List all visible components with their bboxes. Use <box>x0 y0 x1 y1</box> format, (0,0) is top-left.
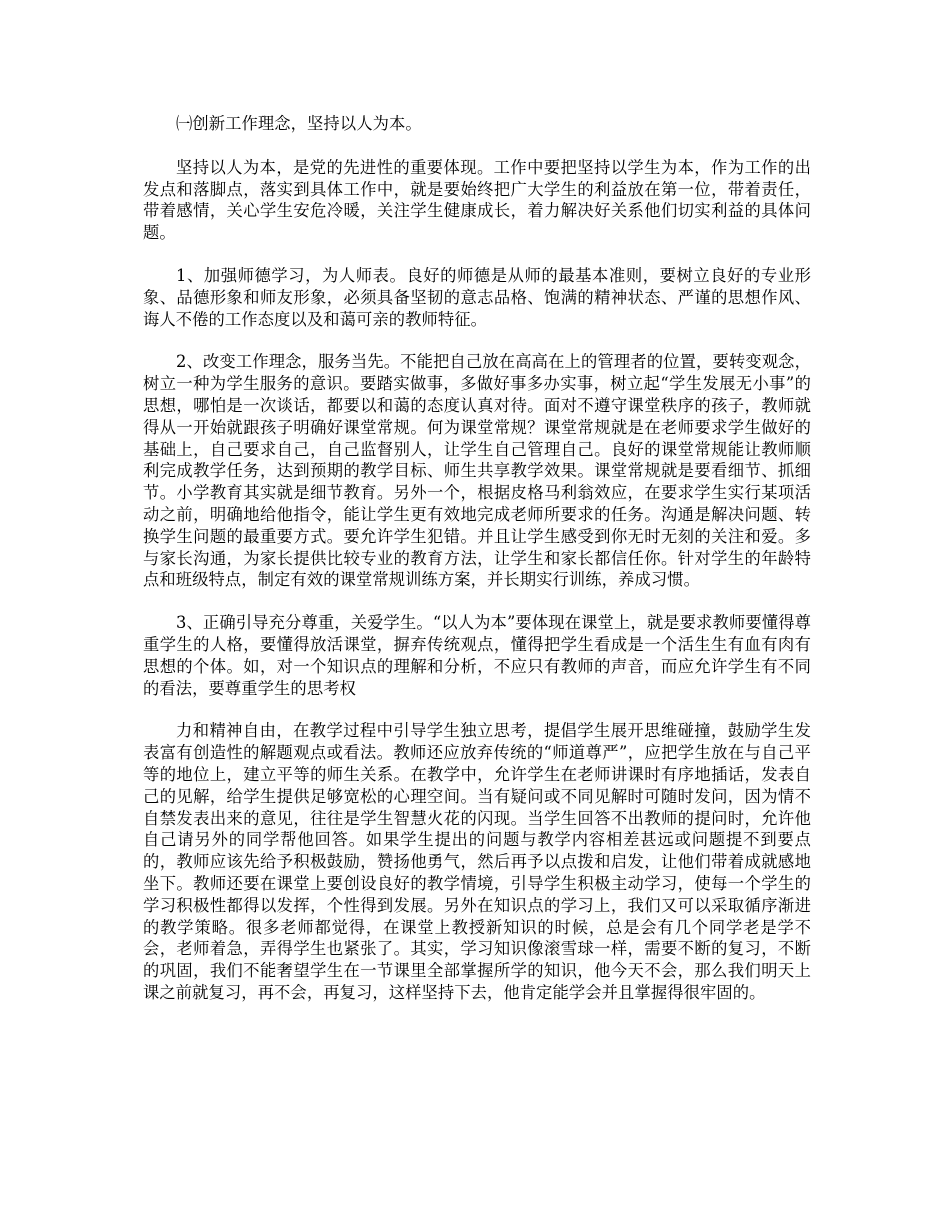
paragraph-point-3: 3、正确引导充分尊重，关爱学生。“以人为本”要体现在课堂上，就是要求教师要懂得尊重学生的人格，要懂得放活课堂，摒弃传统观点，懂得把学生看成是一个活生生有血有肉有思想的个体。如，对一个知识点的理解和分析，不应只有教师的声音，而应允许学生有不同的看法，要尊重学生的思考权 <box>143 613 811 698</box>
section-heading: ㈠创新工作理念，坚持以人为本。 <box>176 114 422 133</box>
document-body <box>143 113 811 1025</box>
paragraph-point-2: 2、改变工作理念，服务当先。不能把自己放在高高在上的管理者的位置，要转变观念，树立一种为学生服务的意识。要踏实做事，多做好事多办实事，树立起“学生发展无小事”的思想，哪怕是一次谈话，都要以和蔼的态度认真对待。面对不遵守课堂秩序的孩子，教师就得从一开始就跟孩子明确好课堂常规。何为课堂常规？课堂常规就是在老师要求学生做好的基础上，自己要求自己，自己监督别人，让学生自己管理自己。良好的课堂常规能让教师顺利完成教学任务，达到预期的教学目标、师生共享教学效果。课堂常规就是要看细节、抓细节。小学教育其实就是细节教育。另外一个，根据皮格马利翁效应，在要求学生实行某项活动之前，明确地给他指令，能让学生更有效地完成老师所要求的任务。沟通是解决问题、转换学生问题的最重要方式。要允许学生犯错。并且让学生感受到你无时无刻的关注和爱。多与家长沟通，为家长提供比较专业的教育方法，让学生和家长都信任你。针对学生的年龄特点和班级特点，制定有效的课堂常规训练方案，并长期实行训练，养成习惯。 <box>143 352 811 590</box>
paragraph-intro: 坚持以人为本，是党的先进性的重要体现。工作中要把坚持以学生为本，作为工作的出发点和落脚点，落实到具体工作中，就是要始终把广大学生的利益放在第一位，带着责任，带着感情，关心学生安危冷暖，关注学生健康成长，着力解决好关系他们切实利益的具体问题。 <box>143 157 811 243</box>
paragraph-point-3-continued: 力和精神自由，在教学过程中引导学生独立思考，提倡学生展开思维碰撞，鼓励学生发表富有创造性的解题观点或看法。教师还应放弃传统的“师道尊严”，应把学生放在与自己平等的地位上，建立平等的师生关系。在教学中，允许学生在老师讲课时有序地插话，发表自己的见解，给学生提供足够宽松的心理空间。当有疑问或不同见解时可随时发问，因为情不自禁发表出来的意见，往往是学生智慧火花的闪现。当学生回答不出教师的提问时，允许他自己请另外的同学帮他回答。如果学生提出的问题与教学内容相差甚远或问题提不到要点的，教师应该先给予积极鼓励，赞扬他勇气，然后再予以点拨和启发，让他们带着成就感地坐下。教师还要在课堂上要创设良好的教学情境，引导学生积极主动学习，使每一个学生的学习积极性都得以发挥，个性得到发展。另外在知识点的学习上，我们又可以采取循序渐进的教学策略。很多老师都觉得，在课堂上教授新知识的时候，总是会有几个同学老是学不会，老师着急，弄得学生也紧张了。其实，学习知识像滚雪球一样，需要不断的复习，不断的巩固，我们不能奢望学生在一节课里全部掌握所学的知识，他今天不会，那么我们明天上课之前就复习，再不会，再复习，这样坚持下去，他肯定能学会并且掌握得很牢固的。 <box>143 721 811 1002</box>
paragraph-point-1: 1、加强师德学习，为人师表。良好的师德是从师的最基本准则，要树立良好的专业形象、品德形象和师友形象，必须具备坚韧的意志品格、饱满的精神状态、严谨的思想作风、诲人不倦的工作态度以及和蔼可亲的教师特征。 <box>143 265 811 329</box>
